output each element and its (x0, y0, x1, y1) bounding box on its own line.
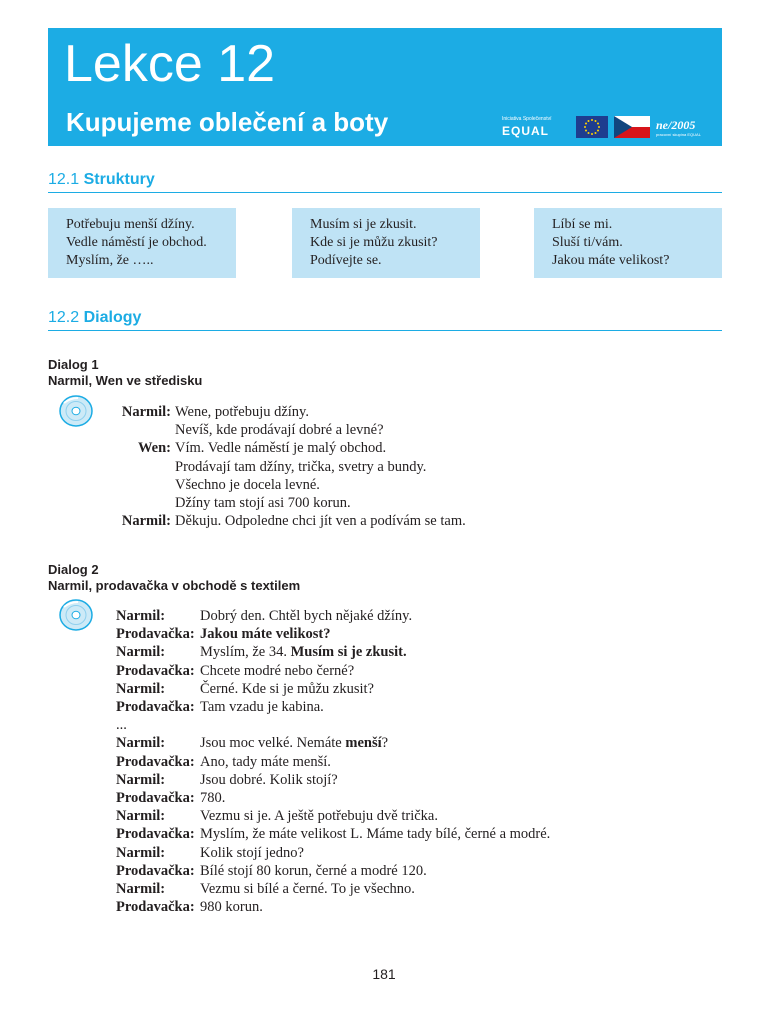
dialog-2-heading (48, 562, 300, 594)
utterance (200, 789, 225, 807)
utterance: Wene, potřebuju džíny. (175, 404, 309, 420)
utterance-text: Tam vzadu je kabina. (200, 699, 324, 716)
utterance-text: 980 korun. (200, 899, 263, 916)
dialog-1-heading (48, 357, 202, 389)
speaker: Narmil: (116, 771, 166, 788)
dialog-2-text (116, 607, 550, 916)
structure-box-2 (292, 208, 480, 278)
speaker: Narmil: (116, 735, 166, 752)
utterance-text: Bílé stojí 80 korun, černé a modré 120. (200, 862, 427, 879)
utterance-text: Vezmu si je. A ještě potřebuju dvě trička. (200, 808, 438, 825)
section-name: Dialogy (83, 309, 142, 326)
dialog-line (116, 625, 550, 643)
speaker (116, 421, 171, 439)
dialog-line (116, 439, 466, 457)
dialog-line (116, 844, 550, 862)
structure-line: Jakou máte velikost? (552, 253, 670, 268)
speaker: Narmil: (116, 680, 166, 697)
emphasized-phrase: menší (345, 735, 382, 752)
utterance (200, 643, 407, 661)
ne2005-logo-tagline: pracovní skupina EQUAL (656, 132, 701, 137)
utterance (200, 625, 331, 643)
dialog-line (116, 716, 550, 734)
utterance (200, 898, 263, 916)
speaker: Prodavačka: (116, 626, 195, 643)
lesson-header (48, 28, 722, 146)
sponsor-logos (502, 114, 712, 140)
page-number: 181 (372, 966, 396, 982)
speaker: Narmil: (116, 881, 166, 898)
speaker: Narmil: (121, 513, 171, 530)
speaker: Narmil: (121, 404, 171, 420)
speaker: ... (116, 717, 127, 734)
utterance-text: Černé. Kde si je můžu zkusit? (200, 680, 374, 697)
structure-line: Kde si je můžu zkusit? (310, 235, 438, 250)
dialog-line (116, 771, 550, 789)
utterance-text: Kolik stojí jedno? (200, 844, 304, 861)
structure-line: Musím si je zkusit. (310, 217, 417, 232)
dialog-line (116, 680, 550, 698)
utterance-text: Ano, tady máte menší. (200, 753, 331, 770)
utterance (200, 698, 324, 716)
dialog-1-text (116, 403, 466, 530)
dialog-line (116, 862, 550, 880)
utterance (200, 771, 338, 789)
utterance (200, 662, 354, 680)
emphasized-phrase: Musím si je zkusit. (290, 644, 407, 661)
structure-line: Podívejte se. (310, 253, 382, 268)
dialog-line (116, 753, 550, 771)
ne2005-logo (656, 116, 712, 138)
utterance (200, 880, 415, 898)
structure-line: Potřebuju menší džíny. (66, 217, 195, 232)
dialog-line (116, 898, 550, 916)
lesson-title: Lekce 12 (64, 35, 276, 93)
dialog-line (116, 607, 550, 625)
dialog-line (116, 643, 550, 661)
utterance-text: Myslím, že máte velikost L. Máme tady bílé, černé a modré. (200, 826, 551, 843)
structure-line: Myslím, že ….. (66, 253, 154, 268)
utterance: Nevíš, kde prodávají dobré a levné? (175, 422, 384, 439)
speaker: Prodavačka: (116, 753, 195, 770)
dialog-line (116, 698, 550, 716)
utterance (200, 680, 374, 698)
speaker: Prodavačka: (116, 699, 195, 716)
speaker (116, 494, 171, 512)
utterance: Prodávají tam džíny, trička, svetry a bundy. (175, 458, 427, 475)
section-heading-dialogy (48, 308, 722, 331)
dialog-subtitle: Narmil, Wen ve středisku (48, 373, 203, 388)
section-name: Struktury (83, 171, 155, 188)
section-number: 12.2 (48, 309, 80, 326)
utterance (200, 844, 304, 862)
dialog-line (116, 476, 466, 494)
speaker: Narmil: (116, 844, 166, 861)
structure-line: Sluší ti/vám. (552, 235, 623, 250)
speaker: Prodavačka: (116, 862, 195, 879)
equal-logo-tagline: Iniciativa Společenství (502, 116, 552, 122)
dialog-line (116, 789, 550, 807)
structure-box-3 (534, 208, 722, 278)
speaker: Prodavačka: (116, 662, 195, 679)
speaker: Narmil: (116, 808, 166, 825)
speaker: Narmil: (116, 608, 166, 624)
dialog-line (116, 734, 550, 752)
utterance-text: Chcete modré nebo černé? (200, 662, 355, 679)
dialog-line (116, 662, 550, 680)
audio-cd-icon[interactable] (56, 394, 98, 428)
dialog-line (116, 494, 466, 512)
speaker: Prodavačka: (116, 790, 195, 807)
ne2005-logo-text: ne/2005 (656, 118, 696, 132)
speaker (116, 458, 171, 476)
utterance (200, 825, 550, 843)
lesson-subtitle: Kupujeme oblečení a boty (66, 107, 389, 137)
speaker: Wen: (137, 440, 171, 457)
dialog-line (116, 403, 466, 421)
equal-logo-text: EQUAL (502, 124, 549, 138)
utterance: Děkuju. Odpoledne chci jít ven a podívám se tam. (175, 513, 466, 530)
equal-logo (502, 116, 570, 138)
utterance-text: Jsou moc velké. Nemáte (200, 735, 346, 752)
utterance-text: Myslím, že 34. (200, 644, 291, 661)
speaker: Prodavačka: (116, 899, 195, 916)
utterance-text: Vezmu si bílé a černé. To je všechno. (200, 881, 415, 898)
utterance (200, 734, 388, 752)
utterance-text: 780. (200, 790, 226, 807)
czech-flag-icon (614, 116, 650, 138)
dialog-line (116, 880, 550, 898)
utterance: Vím. Vedle náměstí je malý obchod. (175, 440, 387, 457)
utterance (200, 862, 427, 880)
utterance-text: Dobrý den. Chtěl bych nějaké džíny. (200, 608, 413, 624)
dialog-title: Dialog 2 (48, 562, 99, 577)
emphasized-phrase: Jakou máte velikost? (200, 626, 331, 643)
speaker: Prodavačka: (116, 826, 195, 843)
dialog-line (116, 458, 466, 476)
speaker: Narmil: (116, 644, 166, 661)
audio-cd-icon[interactable] (56, 598, 98, 632)
dialog-title: Dialog 1 (48, 357, 99, 372)
dialog-line (116, 807, 550, 825)
eu-flag-icon (576, 116, 608, 138)
utterance-text: ? (381, 735, 389, 752)
utterance-text: Jsou dobré. Kolik stojí? (200, 771, 338, 788)
speaker (116, 476, 171, 494)
section-number: 12.1 (48, 171, 80, 188)
utterance (200, 807, 438, 825)
dialog-line (116, 825, 550, 843)
section-heading-struktury (48, 170, 722, 193)
utterance (200, 607, 412, 625)
utterance: Všechno je docela levné. (175, 476, 320, 493)
dialog-line (116, 421, 466, 439)
dialog-line (116, 512, 466, 530)
utterance (200, 753, 331, 771)
structure-line: Vedle náměstí je obchod. (66, 235, 207, 250)
utterance: Džíny tam stojí asi 700 korun. (175, 495, 351, 512)
structure-line: Líbí se mi. (552, 217, 613, 232)
dialog-subtitle: Narmil, prodavačka v obchodě s textilem (48, 578, 301, 593)
structure-box-1 (48, 208, 236, 278)
